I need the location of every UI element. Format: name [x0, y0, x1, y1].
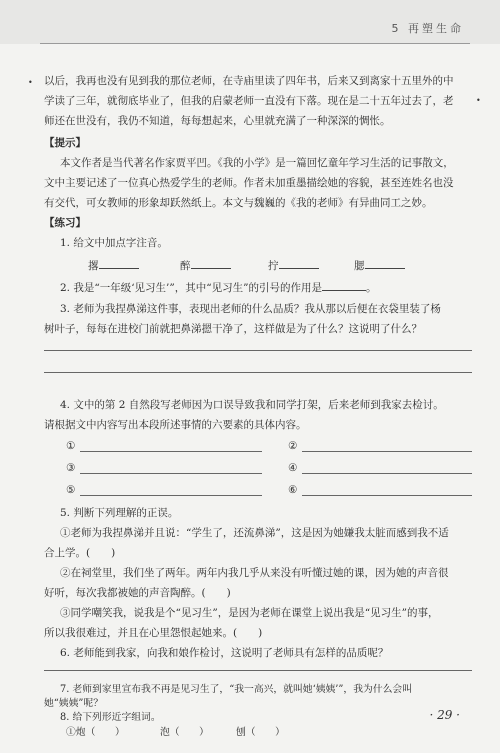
pinyin-char: 醉	[180, 260, 191, 272]
answer-blank[interactable]	[279, 258, 319, 269]
element-mark: ⑤	[66, 484, 76, 496]
judge-item-cont: 合上学。( )	[44, 547, 116, 559]
judge-item-cont: 好听，每次我都被她的声音陶醉。( )	[44, 587, 231, 599]
answer-line[interactable]	[302, 495, 472, 496]
answer-line[interactable]	[44, 350, 472, 351]
passage-line: 学读了三年，就彻底毕业了，但我的启蒙老师一直没有下落。现在是二十五年过去了，老	[44, 95, 454, 107]
element-mark: ③	[66, 462, 76, 474]
question-4-cont: 请根据文中内容写出本段所述事情的六要素的具体内容。	[44, 419, 307, 431]
element-mark: ②	[288, 440, 298, 452]
tip-line: 本文作者是当代著名作家贾平凹。《我的小学》是一篇回忆童年学习生活的记事散文，	[60, 157, 454, 169]
passage-line: 以后，我再也没有见到我的那位老师，在寺庙里读了四年书，后来又到离家十五里外的中	[44, 75, 454, 87]
pinyin-char: 拧	[268, 260, 279, 272]
question-6: 6. 老师能到我家，向我和娘作检讨，这说明了老师具有怎样的品质呢？	[60, 647, 389, 659]
word-item: ①炮（ ）	[66, 727, 125, 738]
answer-blank[interactable]	[322, 280, 366, 291]
pinyin-item	[354, 258, 405, 273]
tip-line: 有交代，可女教师的形象却跃然纸上。本文与魏巍的《我的老师》有异曲同工之妙。	[44, 197, 433, 209]
question-7: 7. 老师到家里宣布我不再是见习生了，“我一高兴，就叫她‘姨姨’”，我为什么会叫	[60, 684, 413, 695]
answer-line[interactable]	[80, 495, 262, 496]
judge-item: ③同学嘲笑我，说我是个“见习生”，是因为老师在课堂上说出我是“见习生”的事，	[60, 607, 439, 619]
tip-heading: 【提示】	[44, 137, 86, 149]
judge-item: ①老师为我捏鼻涕并且说：“学生了，还流鼻涕”，这是因为她嫌我太脏而感到我不适	[60, 527, 449, 539]
pinyin-item	[88, 258, 139, 273]
answer-blank[interactable]	[99, 258, 139, 269]
question-3-cont: 树叶子，每每在进校门前就把鼻涕摁干净了，这样做是为了什么？这说明了什么？	[44, 323, 422, 335]
answer-blank[interactable]	[365, 258, 405, 269]
margin-dot: •	[28, 78, 33, 87]
answer-line[interactable]	[80, 473, 262, 474]
element-mark: ④	[288, 462, 298, 474]
question-5: 5. 判断下列理解的正误。	[60, 507, 179, 519]
header-rule	[40, 43, 470, 44]
question-2-text: 2. 我是“一年级‘见习生’”，其中“见习生”的引号的作用是	[60, 282, 323, 294]
question-3: 3. 老师为我捏鼻涕这件事，表现出老师的什么品质？我从那以后便在衣袋里装了杨	[60, 303, 441, 315]
question-7-cont: 她“姨姨”呢？	[44, 698, 104, 709]
exercise-heading: 【练习】	[44, 217, 86, 229]
pinyin-char: 撂	[88, 260, 99, 272]
page-number: · 29 ·	[429, 708, 460, 722]
word-item: 刨（ ）	[236, 727, 285, 738]
element-mark: ①	[66, 440, 76, 452]
answer-blank[interactable]	[191, 258, 231, 269]
word-item: 泡（ ）	[160, 727, 209, 738]
question-1: 1. 给文中加点字注音。	[60, 237, 168, 249]
judge-item-cont: 所以我很难过，并且在心里怨恨起她来。( )	[44, 627, 263, 639]
chapter-title: 5 再塑生命	[391, 22, 464, 35]
question-2: 2. 我是“一年级‘见习生’”，其中“见习生”的引号的作用是 。	[60, 282, 377, 294]
pinyin-item	[268, 258, 319, 273]
question-4: 4. 文中的第 2 自然段写老师因为口误导致我和同学打架，后来老师到我家去检讨。	[60, 399, 444, 411]
pinyin-item	[180, 258, 231, 273]
judge-item: ②在祠堂里，我们坐了两年。两年内我几乎从来没有听懂过她的课，因为她的声音很	[60, 567, 449, 579]
answer-line[interactable]	[80, 451, 262, 452]
answer-line[interactable]	[44, 670, 472, 671]
answer-line[interactable]	[44, 372, 472, 373]
margin-dot: •	[476, 96, 481, 105]
answer-line[interactable]	[302, 473, 472, 474]
pinyin-char: 腮	[354, 260, 365, 272]
tip-line: 文中主要记述了一位真心热爱学生的老师。作者未加重墨描绘她的容貌，甚至连姓名也没	[44, 177, 454, 189]
question-8: 8. 给下列形近字组词。	[60, 712, 161, 723]
answer-line[interactable]	[302, 451, 472, 452]
passage-line: 师还在世没有，我仍不知道，每每想起来，心里就充满了一种深深的惆怅。	[44, 115, 391, 127]
element-mark: ⑥	[288, 484, 298, 496]
